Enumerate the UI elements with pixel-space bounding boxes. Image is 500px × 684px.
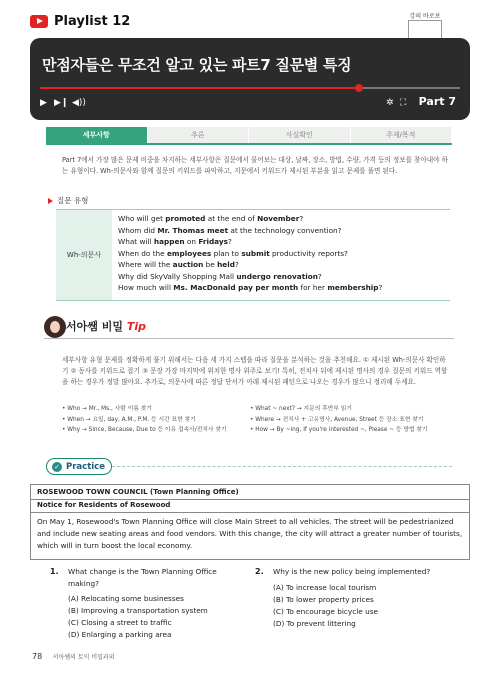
question-1 (50, 566, 250, 641)
youtube-play-icon (30, 15, 48, 28)
row-text: on (184, 237, 199, 246)
keyword-text: held (217, 260, 235, 269)
keyword-text: auction (172, 260, 204, 269)
option[interactable]: (C) Closing a street to traffic (68, 618, 172, 627)
question-options (255, 582, 455, 630)
fullscreen-icon[interactable]: ⛶ (400, 98, 407, 108)
tip-divider (44, 338, 454, 339)
tip-paragraph: 세부사항 유형 문제를 정확하게 풀기 위해서는 다음 세 가지 스텝을 따라 질문을 분석하는 것을 추천해요. ① 제시된 Wh-의문사 확인하기 ② 동사를 키워드로 잡기 ③ 문장 가장 마지막에 위치한 명사 위주로 보기! 특히, 전치사 뒤에 제시된 명사의 경우 질문의 키워드 역할을 하는 경우가 정말 많아요. 추가로, 의문사에 따른 정답 단서가 아래 제시된 패턴으로 나오는 경우가 많으니 정리해 두세요. (62, 356, 448, 386)
next-icon[interactable]: ▶❙ (54, 98, 69, 108)
question-text: Why is the new policy being implemented? (273, 567, 431, 576)
option[interactable]: (D) To prevent littering (273, 618, 356, 628)
keyword-text: happen (153, 237, 185, 246)
question-example-row (118, 259, 444, 271)
question-text: What change is the Town Planning Office making? (68, 567, 217, 588)
page-number: 78 (32, 652, 43, 661)
video-progress-bar[interactable] (40, 87, 460, 89)
row-text: What will (118, 237, 154, 246)
row-text: ? (317, 271, 322, 281)
row-text: productivity reports? (269, 248, 348, 258)
tip-item: • Who → Mr., Ms., 사람 이름 찾기 (62, 404, 252, 415)
question-number: 2. (255, 567, 264, 576)
category-tabs (46, 127, 452, 143)
keyword-text: undergo renovation (236, 271, 318, 281)
option[interactable]: (A) To increase local tourism (273, 582, 377, 592)
playlist-header (30, 14, 130, 29)
video-progress-knob[interactable] (355, 84, 363, 92)
tip-title-korean: 서아쌤 비밀 (66, 320, 123, 333)
option[interactable]: (B) Improving a transportation system (68, 606, 208, 615)
qr-label: 강의 바로보 (409, 13, 441, 20)
playlist-label: Playlist 12 (54, 14, 131, 29)
question-type-label: 질문 유형 (57, 196, 89, 205)
row-text: at the end of (205, 214, 258, 223)
tip-item: • What ~ next? → 지문의 후반부 읽기 (250, 404, 455, 415)
tip-item: • When → 요일, day, A.M., P.M. 등 시간 표현 찾기 (62, 415, 252, 426)
tab-detail[interactable]: 세부사항 (46, 127, 148, 143)
row-text: ? (378, 283, 383, 292)
row-text: for her (298, 283, 328, 292)
option[interactable]: (A) Relocating some businesses (68, 594, 184, 603)
tab-inference[interactable]: 추론 (148, 127, 250, 143)
keyword-text: Ms. MacDonald pay per month (173, 283, 299, 292)
video-title: 만점자들은 무조건 알고 있는 파트7 질문별 특징 (42, 56, 352, 74)
play-icon[interactable]: ▶ (40, 98, 47, 108)
question-2 (255, 566, 455, 630)
tip-item: • Where → 전치사 + 고유명사, Avenue, Street 등 장소 표현 찾기 (250, 415, 455, 426)
tip-list-right (250, 404, 455, 436)
intro-paragraph: Part 7에서 가장 많은 문제 비중을 차지하는 세부사항은 질문에서 물어보는 대상, 날짜, 장소, 방법, 수량, 가격 등의 정보를 찾아내야 하는 유형이다. Wh-의문사와 함께 질문의 키워드를 파악하고, 지문에서 키워드가 제시된 부분을 읽고 문제를 풀면 된다. (62, 156, 448, 175)
passage-header (31, 485, 469, 513)
tip-title-english: Tip (126, 320, 146, 333)
option[interactable]: (B) To lower property prices (273, 594, 374, 604)
practice-divider (112, 466, 452, 467)
row-text: Whom did (118, 225, 158, 235)
question-example-row (118, 213, 444, 225)
teacher-avatar (44, 316, 66, 338)
row-text: ? (234, 260, 239, 269)
question-table-header: Wh-의문사 (56, 210, 112, 300)
keyword-text: Fridays (198, 237, 228, 246)
tab-topic-purpose[interactable]: 주제/목적 (351, 127, 453, 143)
video-part-label: Part 7 (418, 95, 456, 108)
practice-badge (46, 458, 112, 475)
check-circle-icon: ✓ (52, 462, 62, 472)
question-options (50, 593, 250, 641)
video-progress-fill (40, 87, 359, 89)
row-text: at the technology convention? (228, 225, 342, 235)
question-example-row (118, 248, 444, 260)
tip-title (66, 318, 146, 334)
question-example-row (118, 225, 444, 237)
tab-fact-check[interactable]: 사실확인 (249, 127, 351, 143)
passage-notice: Notice for Residents of Rosewood (37, 501, 171, 509)
question-type-heading (48, 195, 88, 206)
question-type-table (56, 209, 450, 301)
row-text: Where will the (118, 260, 173, 269)
option[interactable]: (D) Enlarging a parking area (68, 630, 172, 639)
keyword-text: November (257, 214, 300, 223)
row-text: be (203, 260, 218, 269)
question-example-row (118, 282, 444, 294)
question-example-row (118, 236, 444, 248)
tip-list-left (62, 404, 252, 436)
practice-label: Practice (66, 461, 105, 472)
passage-org: ROSEWOOD TOWN COUNCIL (Town Planning Office) (31, 487, 469, 500)
question-number: 1. (50, 567, 59, 576)
video-player[interactable] (30, 38, 470, 120)
passage-box (30, 484, 470, 560)
row-text: ? (299, 214, 304, 223)
settings-gear-icon[interactable]: ✲ (386, 98, 394, 108)
question-table-body (112, 210, 450, 300)
row-text: ? (227, 237, 232, 246)
tip-item: • Why → Since, Because, Due to 등 이유 접속사/전치사 찾기 (62, 425, 252, 436)
passage-body: On May 1, Rosewood's Town Planning Office will close Main Street to all vehicles. The street will be pedestrianized and include new seating areas and food vendors. With this change, the city will attract a greater number of tourists, which will in turn boost the local economy. (37, 517, 463, 550)
keyword-text: employees (166, 248, 212, 258)
row-text: Who will get (118, 214, 166, 223)
book-title: 서아쌤의 토익 비밀과외 (52, 654, 115, 661)
question-example-row (118, 271, 444, 283)
row-text: When do the (118, 248, 167, 258)
keyword-text: submit (241, 248, 270, 258)
row-text: Why did SkyVally Shopping Mall (118, 271, 237, 281)
volume-icon[interactable]: ◀)) (72, 98, 86, 108)
triangle-bullet-icon (48, 198, 53, 204)
keyword-text: membership (327, 283, 379, 292)
option[interactable]: (C) To encourage bicycle use (273, 606, 378, 616)
tip-item: • How → By ~ing, If you're interested ~, Please ~ 등 방법 찾기 (250, 425, 455, 436)
row-text: How much will (118, 283, 174, 292)
row-text: plan to (211, 248, 242, 258)
tab-underline (46, 143, 452, 145)
keyword-text: promoted (165, 214, 206, 223)
keyword-text: Mr. Thomas meet (157, 225, 229, 235)
page-footer (32, 652, 115, 661)
